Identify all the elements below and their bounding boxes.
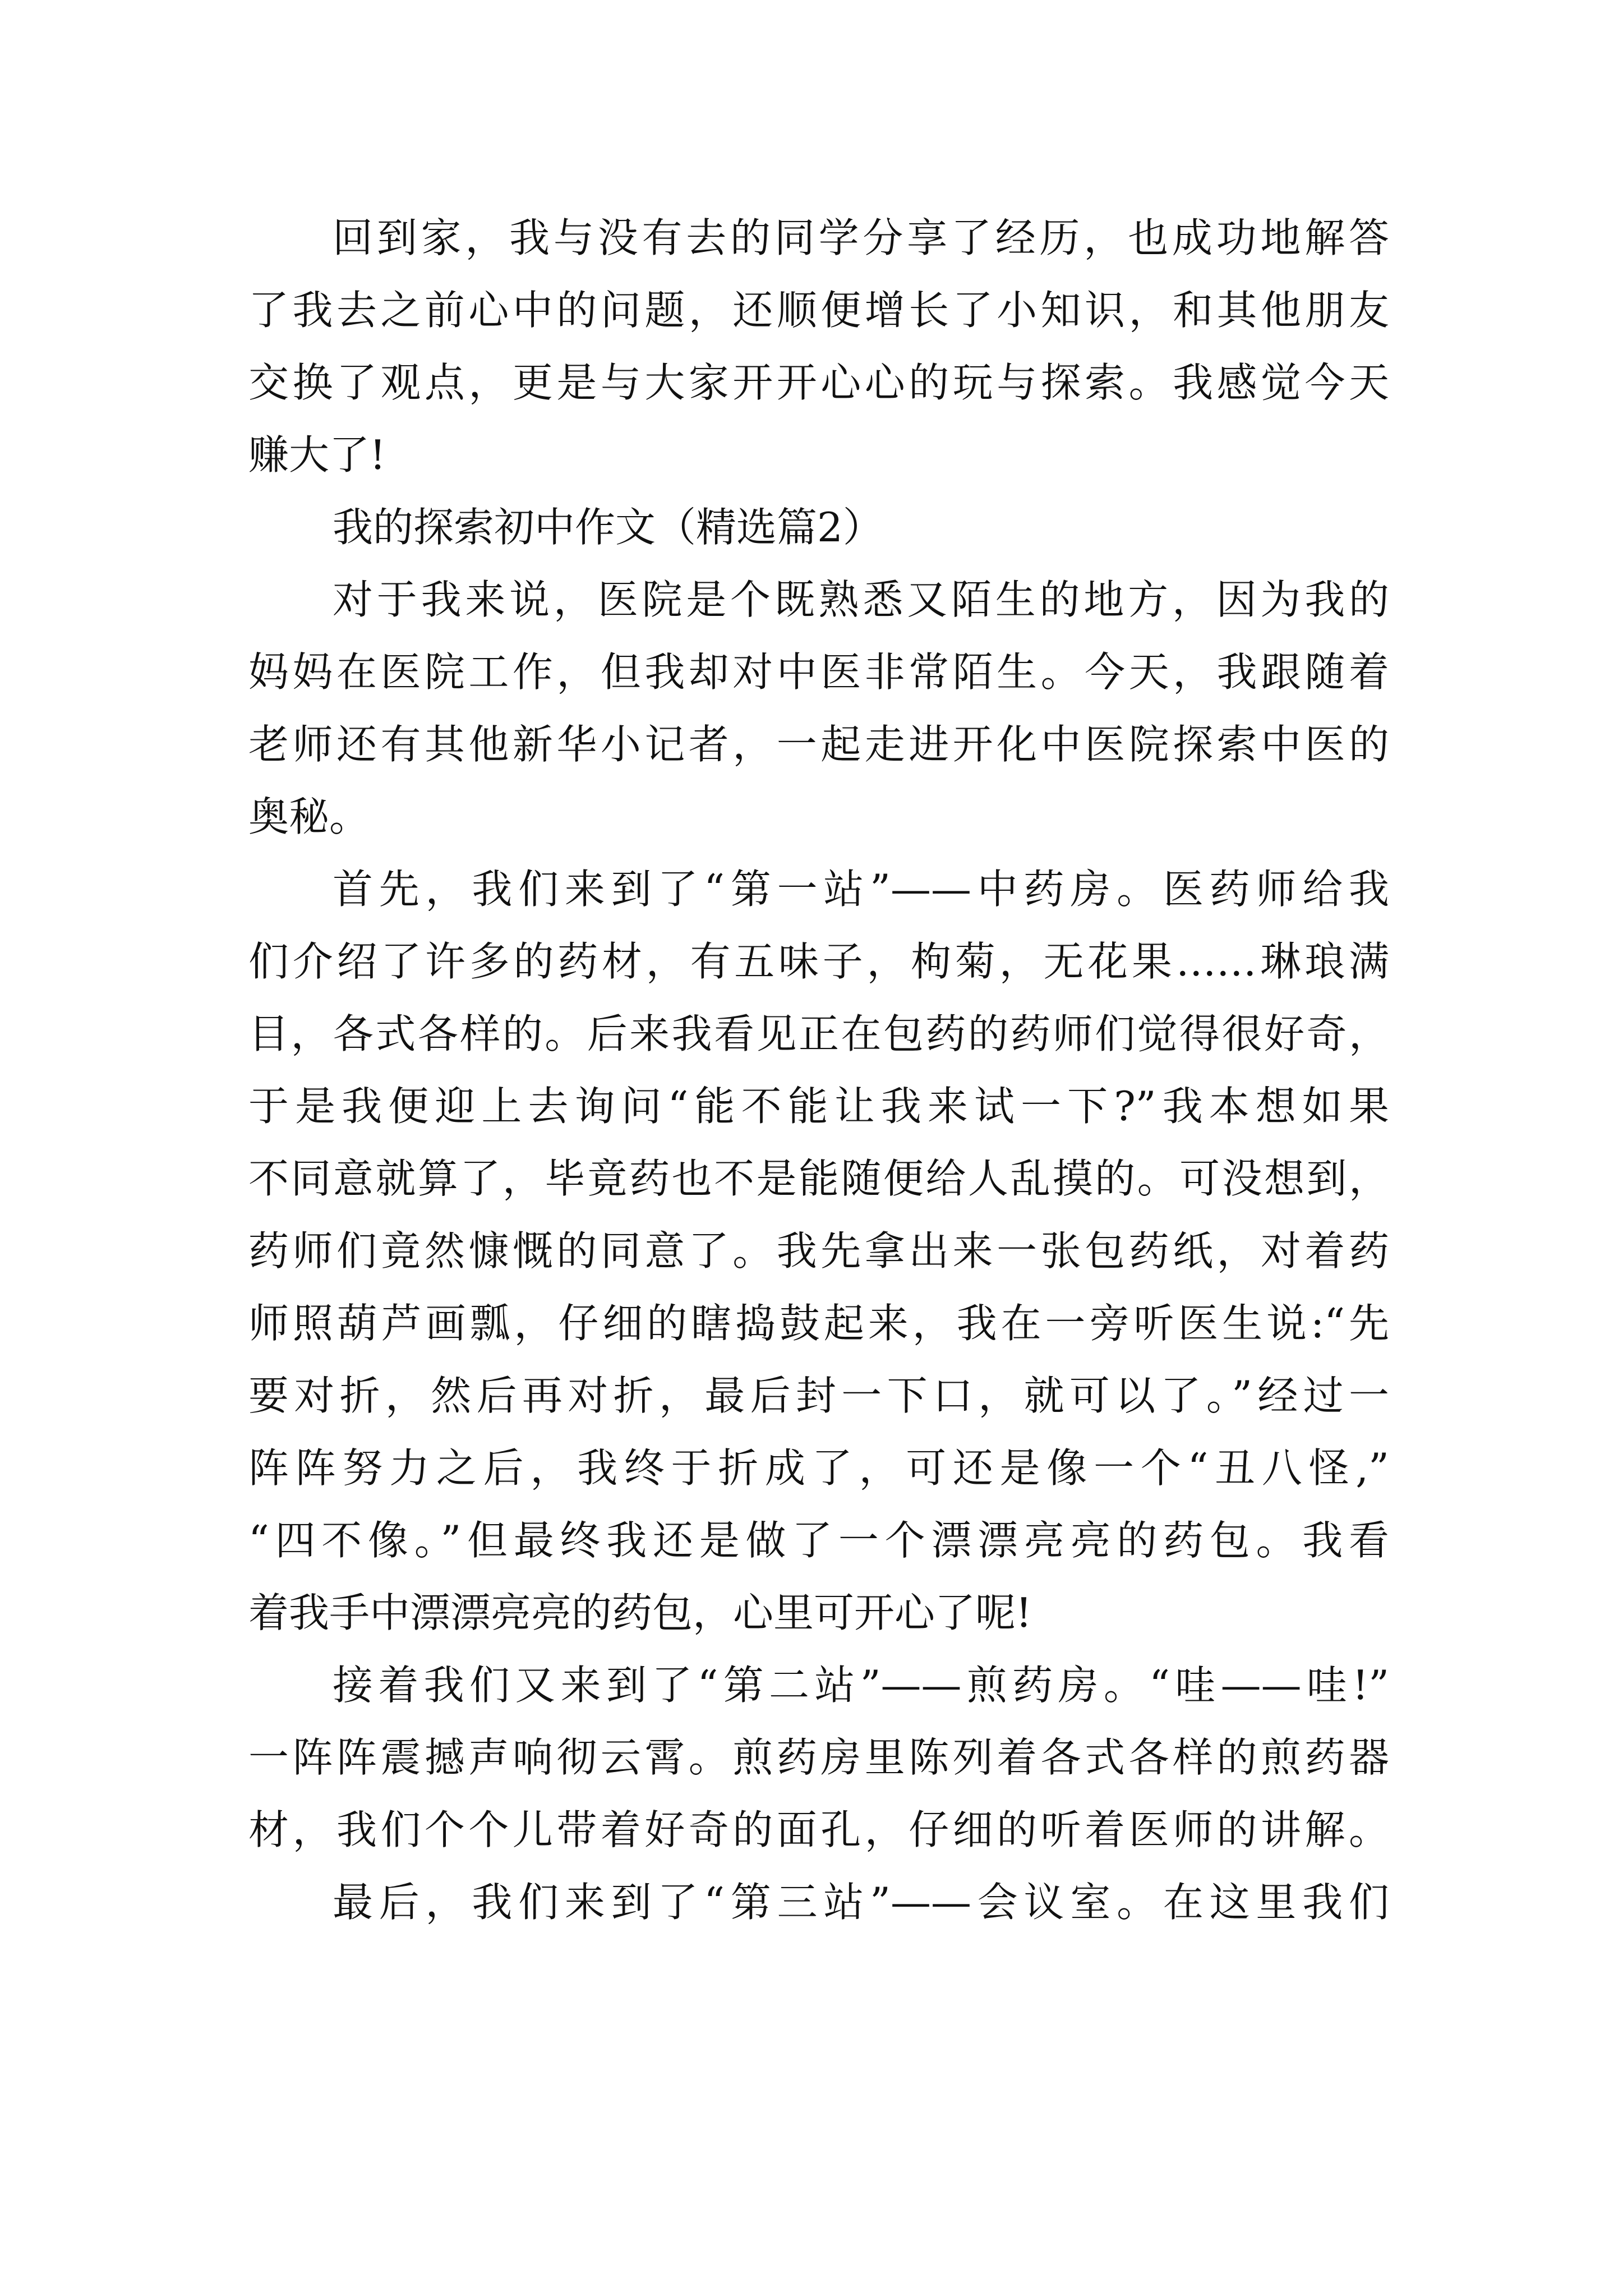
text-line: 目，各式各样的。后来我看见正在包药的药师们觉得很好奇，	[248, 1010, 1389, 1057]
text-line: 妈妈在医院工作，但我却对中医非常陌生。今天，我跟随着	[248, 648, 1389, 696]
text-line: 老师还有其他新华小记者，一起走进开化中医院探索中医的	[248, 721, 1389, 768]
text-line: 要对折，然后再对折，最后封一下口，就可以了。”经过一	[248, 1372, 1389, 1419]
text-line: 赚大了!	[248, 431, 386, 478]
text-line: 药师们竟然慷慨的同意了。我先拿出来一张包药纸，对着药	[248, 1227, 1389, 1274]
text-line: 材，我们个个儿带着好奇的面孔，仔细的听着医师的讲解。	[248, 1806, 1389, 1853]
text-line: 奥秘。	[248, 793, 370, 840]
text-line: 接着我们又来到了“第二站”——煎药房。“哇——哇!”	[333, 1662, 1389, 1709]
text-line: 首先，我们来到了“第一站”——中药房。医药师给我	[333, 866, 1389, 913]
paragraph	[248, 202, 1389, 491]
text-line: 了我去之前心中的问题，还顺便增长了小知识，和其他朋友	[248, 287, 1389, 334]
article-text	[248, 202, 1389, 1939]
section-heading	[248, 491, 1389, 564]
text-line: 交换了观点，更是与大家开开心心的玩与探索。我感觉今天	[248, 359, 1389, 406]
text-line: “四不像。”但最终我还是做了一个漂漂亮亮的药包。我看	[248, 1517, 1389, 1564]
text-line: 师照葫芦画瓢，仔细的瞎捣鼓起来，我在一旁听医生说:“先	[248, 1300, 1389, 1347]
text-line: 回到家，我与没有去的同学分享了经历，也成功地解答	[333, 214, 1389, 261]
text-line: 们介绍了许多的药材，有五味子，枸菊，无花果……琳琅满	[248, 938, 1389, 985]
text-line: 着我手中漂漂亮亮的药包，心里可开心了呢!	[248, 1589, 1032, 1636]
paragraph	[248, 564, 1389, 853]
text-line: 对于我来说，医院是个既熟悉又陌生的地方，因为我的	[333, 576, 1389, 623]
text-line: 一阵阵震撼声响彻云霄。煎药房里陈列着各式各样的煎药器	[248, 1734, 1389, 1781]
text-line: 不同意就算了，毕竟药也不是能随便给人乱摸的。可没想到，	[248, 1155, 1389, 1202]
text-line: 阵阵努力之后，我终于折成了，可还是像一个“丑八怪,”	[248, 1444, 1389, 1492]
heading-text: 我的探索初中作文（精选篇2）	[333, 504, 883, 551]
text-line: 于是我便迎上去询问“能不能让我来试一下?”我本想如果	[248, 1083, 1389, 1130]
paragraph	[248, 1649, 1389, 1866]
text-line: 最后，我们来到了“第三站”——会议室。在这里我们	[333, 1879, 1389, 1926]
paragraph	[248, 1866, 1389, 1939]
paragraph	[248, 853, 1389, 1649]
